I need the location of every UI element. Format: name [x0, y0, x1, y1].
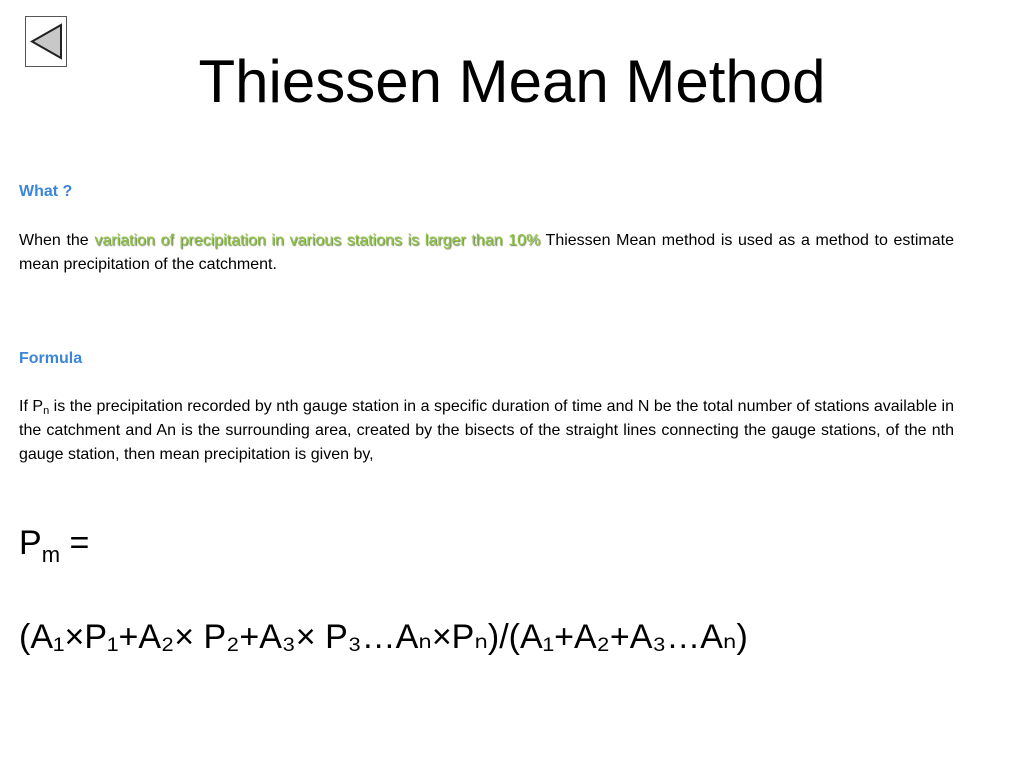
what-text-before: When the [19, 232, 95, 249]
formula-text-rest: is the precipitation recorded by nth gauge station in a specific duration of time and N be the total number of stations available in the catchment and An is the surrounding area, created by the bisects of the straight lines connecting the gauge stations, of the nth gauge station, then mean precipitation is given by, [19, 398, 954, 463]
equation-lhs [19, 523, 90, 567]
what-text-after: Thiessen Mean method is used as a method to estimate mean precipitation of the catchment. [19, 232, 954, 273]
formula-text-sub: n [43, 405, 50, 417]
formula-text-if: If P [19, 398, 44, 415]
equation-lhs-sub: m [41, 542, 61, 567]
highlighted-condition: variation of precipitation in various stations is larger than 10% [94, 232, 541, 249]
what-paragraph [19, 229, 954, 277]
formula-paragraph [19, 395, 954, 467]
equation-rhs: (A₁×P₁+A₂× P₂+A₃× P₃…Aₙ×Pₙ)/(A₁+A₂+A₃…Aₙ) [19, 618, 748, 656]
page-title: Thiessen Mean Method [198, 48, 826, 115]
equation-lhs-symbol: P [19, 524, 42, 562]
what-heading: What ? [19, 183, 73, 200]
formula-heading: Formula [19, 350, 83, 367]
equation-equals: = [60, 524, 90, 562]
